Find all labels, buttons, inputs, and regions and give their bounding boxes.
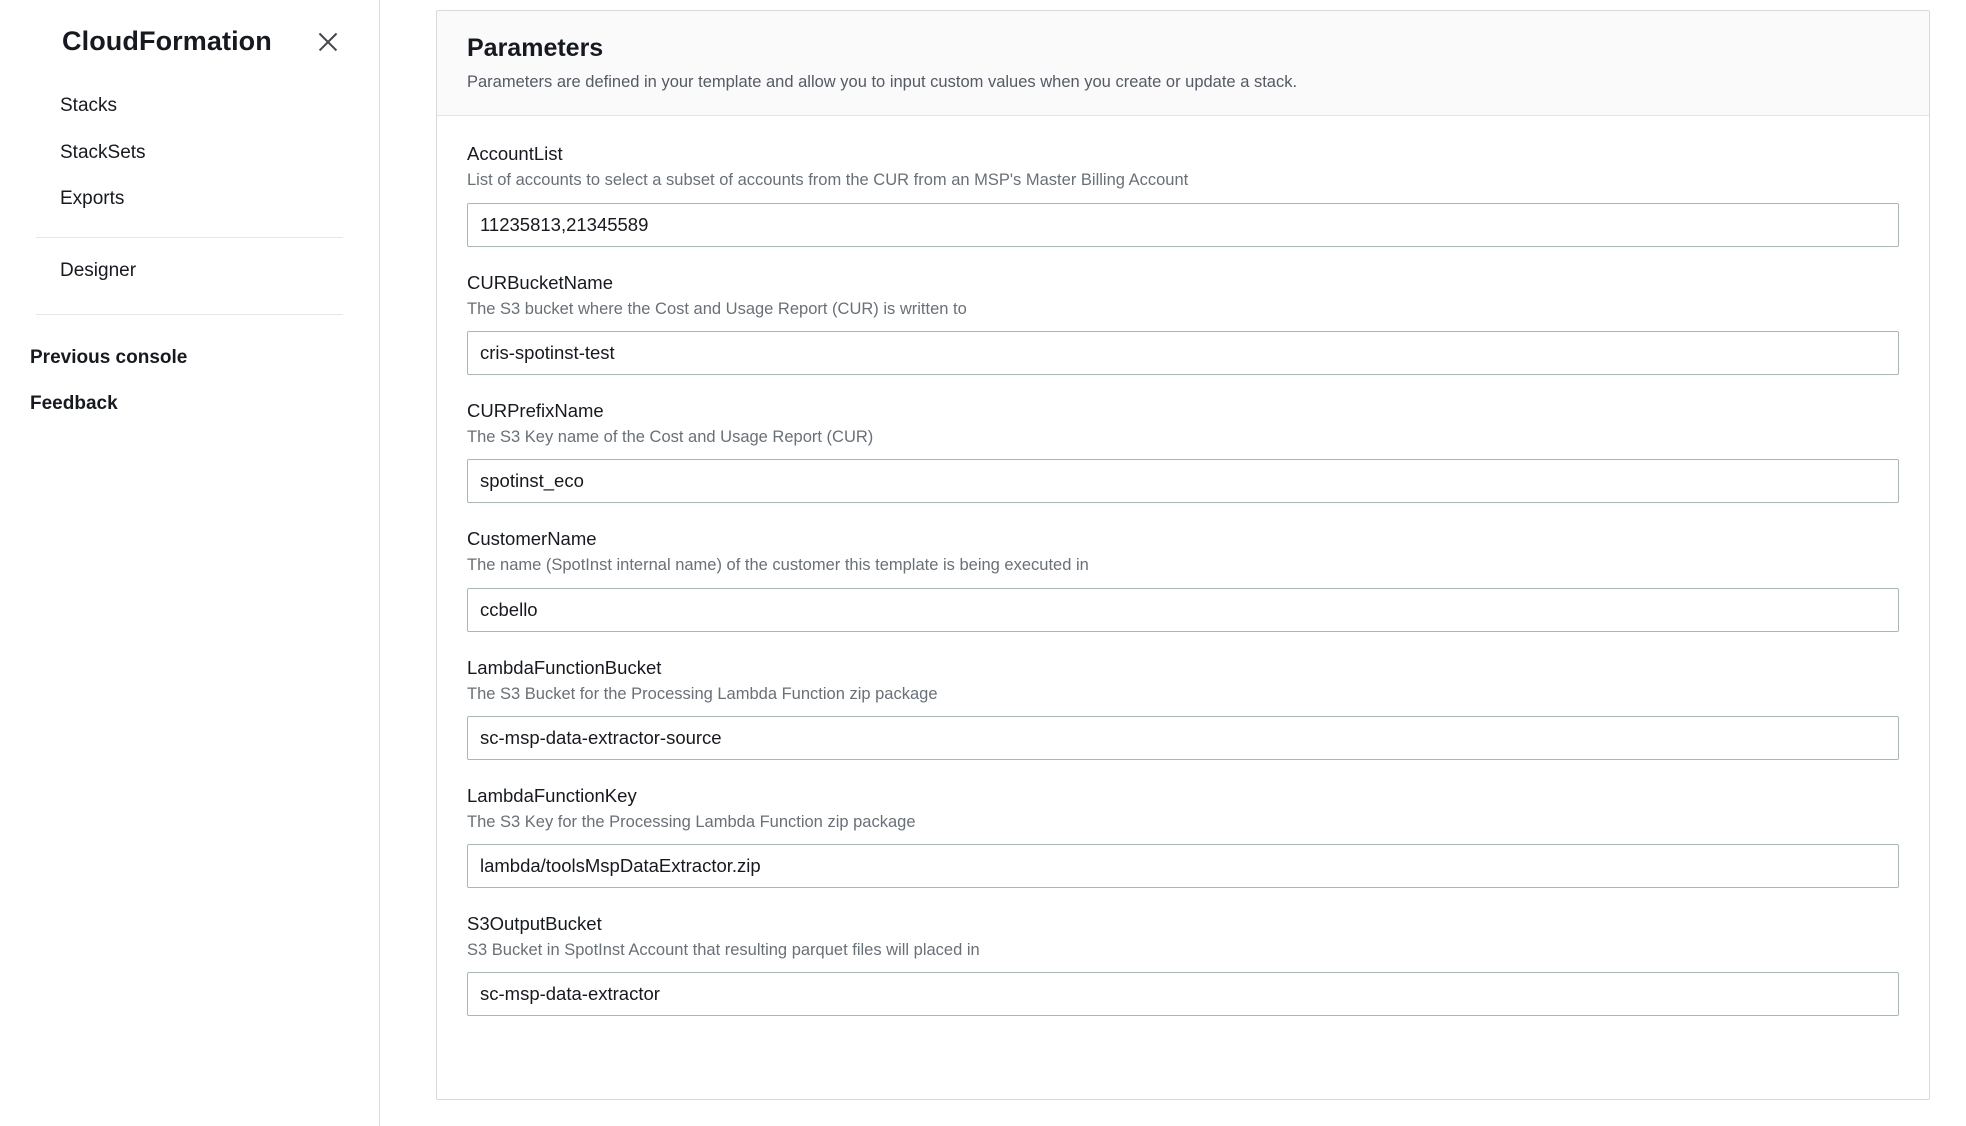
parameter-field [467, 784, 1899, 888]
sidebar-group-primary [36, 79, 343, 238]
parameter-description: The name (SpotInst internal name) of the customer this template is being executed in [467, 556, 1089, 575]
sidebar-item-exports[interactable]: Exports [60, 188, 125, 210]
parameter-input-s3outputbucket[interactable] [467, 972, 1899, 1016]
sidebar-link-previous-console[interactable]: Previous console [30, 347, 188, 369]
parameter-field [467, 912, 1899, 1016]
parameter-label: LambdaFunctionBucket [467, 656, 662, 678]
parameter-input-curprefixname[interactable] [467, 459, 1899, 503]
sidebar-group-designer [36, 238, 343, 316]
parameter-description: S3 Bucket in SpotInst Account that resulting parquet files will placed in [467, 941, 980, 960]
main-content [380, 0, 1966, 1126]
parameters-list [437, 116, 1929, 1050]
parameter-input-lambdafunctionkey[interactable] [467, 844, 1899, 888]
parameter-label: CURBucketName [467, 271, 613, 293]
sidebar [0, 0, 380, 1126]
parameters-panel [436, 10, 1930, 1100]
parameter-field [467, 527, 1899, 631]
sidebar-header [0, 0, 379, 79]
parameter-description: The S3 bucket where the Cost and Usage Report (CUR) is written to [467, 299, 967, 318]
sidebar-item-stacksets[interactable]: StackSets [60, 141, 146, 163]
parameter-label: AccountList [467, 143, 563, 165]
parameter-description: The S3 Key name of the Cost and Usage Report (CUR) [467, 427, 874, 446]
sidebar-spacer [0, 315, 379, 335]
parameter-label: CustomerName [467, 528, 597, 550]
sidebar-item-designer[interactable]: Designer [60, 259, 137, 281]
sidebar-item-stacks[interactable]: Stacks [60, 95, 118, 116]
parameter-field [467, 271, 1899, 375]
parameter-input-customername[interactable] [467, 588, 1899, 632]
parameter-description: The S3 Key for the Processing Lambda Function zip package [467, 812, 916, 831]
parameter-description: List of accounts to select a subset of accounts from the CUR from an MSP's Master Billing Account [467, 171, 1189, 190]
parameter-label: S3OutputBucket [467, 913, 602, 935]
parameter-field [467, 399, 1899, 503]
page-subtitle: Parameters are defined in your template and allow you to input custom values when you create or update a stack. [467, 73, 1298, 91]
sidebar-title: CloudFormation [62, 26, 272, 56]
close-icon[interactable] [313, 27, 343, 57]
parameter-input-accountlist[interactable] [467, 203, 1899, 247]
sidebar-link-feedback[interactable]: Feedback [30, 393, 118, 415]
parameter-input-lambdafunctionbucket[interactable] [467, 716, 1899, 760]
parameters-panel-header [437, 11, 1929, 116]
parameter-input-curbucketname[interactable] [467, 331, 1899, 375]
parameter-label: CURPrefixName [467, 399, 604, 421]
parameter-label: LambdaFunctionKey [467, 784, 637, 806]
parameter-field [467, 142, 1899, 246]
parameter-description: The S3 Bucket for the Processing Lambda Function zip package [467, 684, 938, 703]
parameter-field [467, 656, 1899, 760]
page-title: Parameters [467, 34, 604, 62]
